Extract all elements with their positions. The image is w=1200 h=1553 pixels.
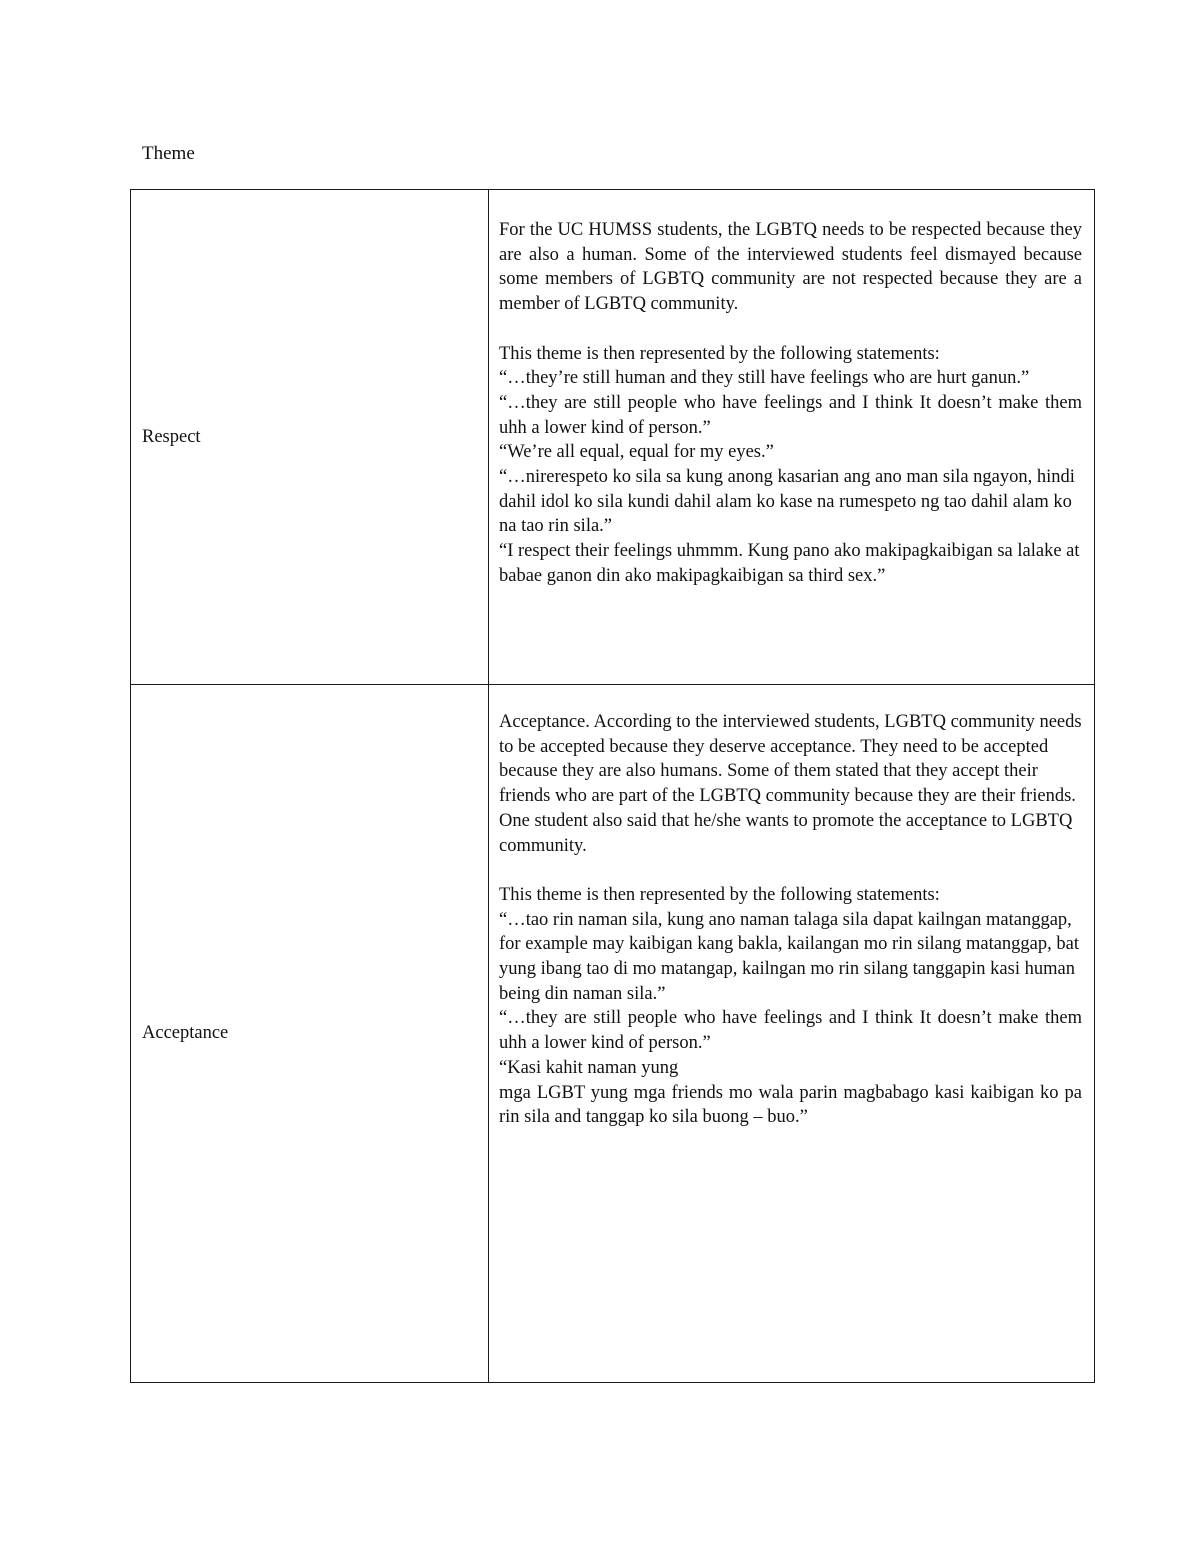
respect-statements-intro: This theme is then represented by the following statements: <box>499 343 940 364</box>
respect-statement-4: “…nirerespeto ko sila sa kung anong kasarian ang ano man sila ngayon, hindi dahil idol ko sila kundi dahil alam ko kase na rumespeto ng tao dahil alam ko na tao rin sila.” <box>499 467 1075 537</box>
theme-label-acceptance: Acceptance <box>142 1023 229 1044</box>
table-row-respect <box>131 190 1095 685</box>
description-cell-respect <box>489 190 1095 685</box>
respect-statement-5: “I respect their feelings uhmmm. Kung pano ako makipagkaibigan sa lalake at babae ganon din ako makipagkaibigan sa third sex.” <box>499 541 1080 586</box>
respect-statement-3: “We’re all equal, equal for my eyes.” <box>499 442 774 463</box>
respect-statement-2: “…they are still people who have feelings and I think It doesn’t make them uhh a lower kind of person.” <box>499 392 1082 438</box>
table-row-acceptance <box>131 685 1095 1383</box>
theme-label-respect: Respect <box>142 426 201 447</box>
acceptance-statement-4: mga LGBT yung mga friends mo wala parin magbabago kasi kaibigan ko pa rin sila and tanggap ko sila buong – buo.” <box>499 1082 1082 1128</box>
theme-table <box>130 189 1095 1383</box>
acceptance-description: Acceptance. According to the interviewed students, LGBTQ community needs to be accepted because they deserve acceptance. They need to be accepted because they are also humans. Some of them stated that they accept their friends who are part of the LGBTQ community because they are their friends. <box>499 712 1082 807</box>
description-cell-acceptance <box>489 685 1095 1383</box>
acceptance-statement-3: “Kasi kahit naman yung <box>499 1057 679 1078</box>
page-heading: Theme <box>142 143 195 164</box>
respect-statement-1: “…they’re still human and they still have feelings who are hurt ganun.” <box>499 368 1030 389</box>
acceptance-statement-2: “…they are still people who have feelings and I think It doesn’t make them uhh a lower kind of person.” <box>499 1008 1082 1054</box>
theme-cell-respect <box>131 190 489 685</box>
paragraph-gap <box>499 858 1082 883</box>
respect-description: For the UC HUMSS students, the LGBTQ needs to be respected because they are also a human. Some of the interviewed students feel dismayed because some members of LGBTQ community are not respected because they are a member of LGBTQ community. <box>499 220 1082 315</box>
theme-cell-acceptance <box>131 685 489 1383</box>
acceptance-description-2: One student also said that he/she wants to promote the acceptance to LGBTQ community. <box>499 810 1073 856</box>
acceptance-statement-1: “…tao rin naman sila, kung ano naman talaga sila dapat kailngan matanggap, for example may kaibigan kang bakla, kailangan mo rin silang matanggap, bat yung ibang tao di mo matangap, kailngan mo rin silang tanggapin kasi human being din naman sila.” <box>499 909 1079 1004</box>
acceptance-statements-intro: This theme is then represented by the following statements: <box>499 884 940 905</box>
paragraph-gap <box>499 317 1082 342</box>
